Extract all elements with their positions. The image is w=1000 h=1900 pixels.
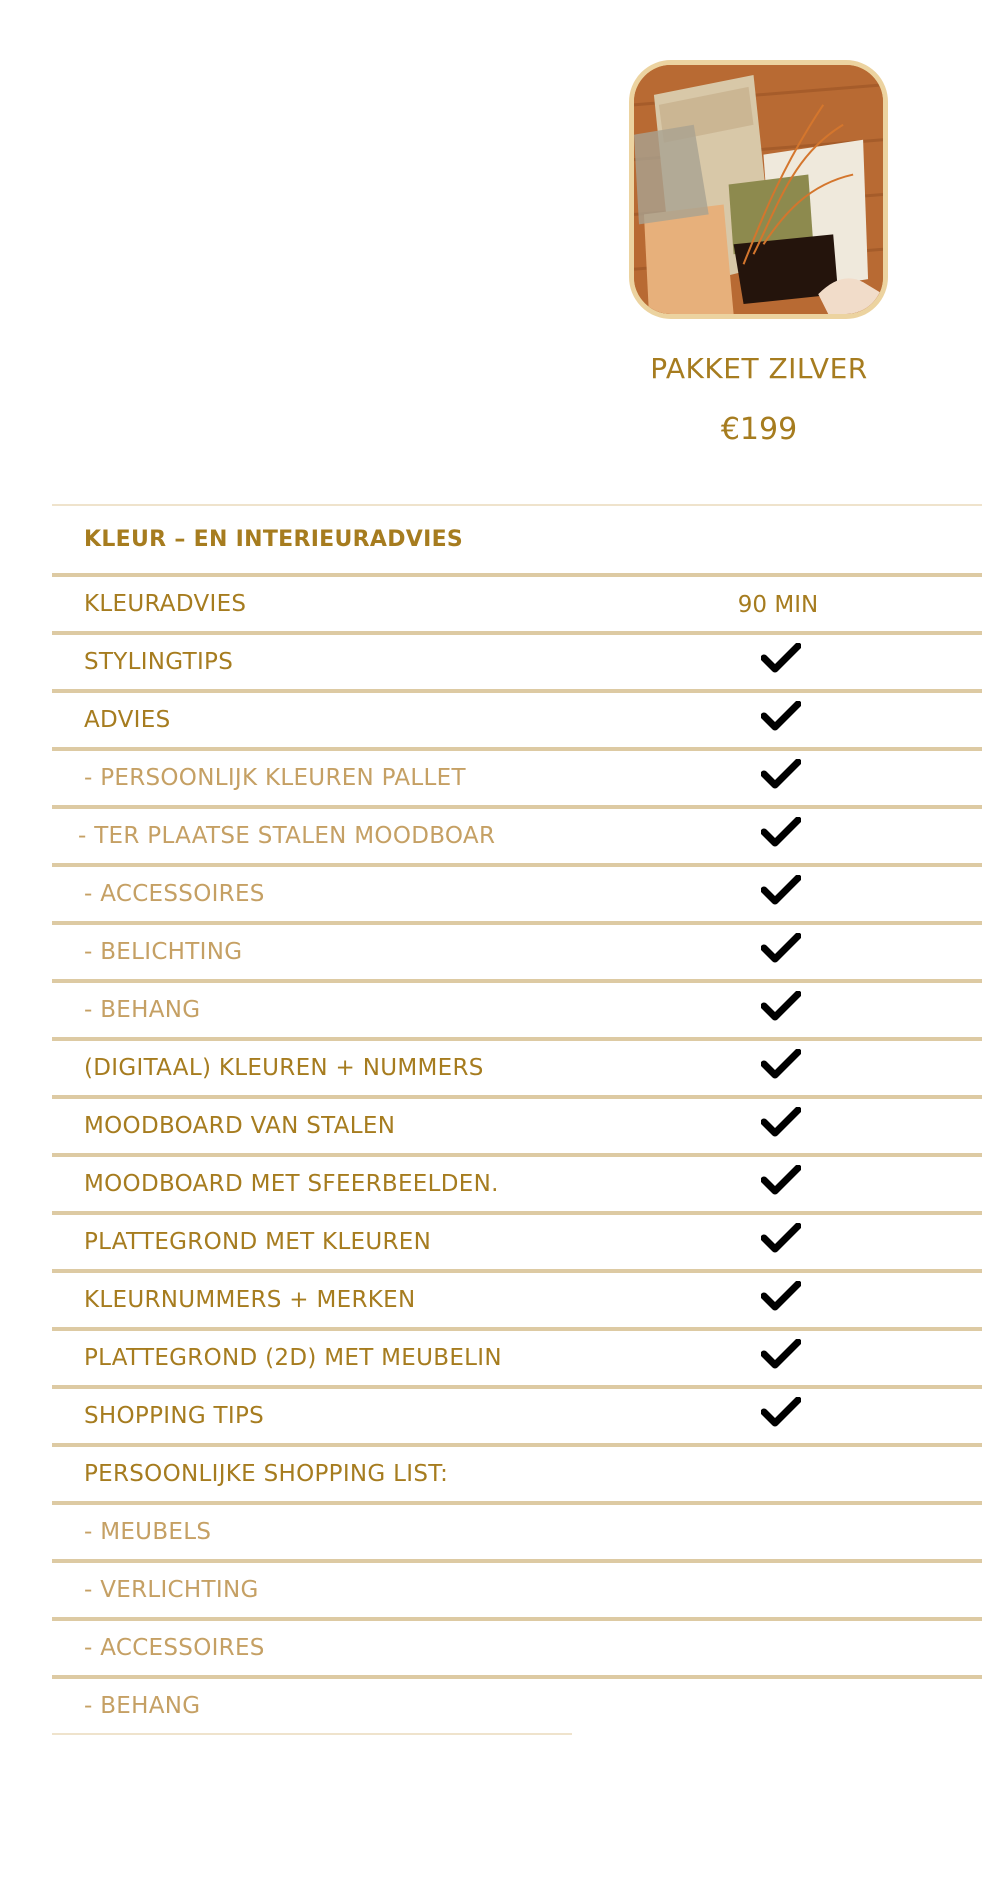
check-icon	[761, 817, 801, 847]
feature-row	[52, 1331, 982, 1389]
check-icon	[761, 1165, 801, 1195]
feature-label: PERSOONLIJKE SHOPPING LIST:	[84, 1461, 449, 1487]
feature-row	[52, 1563, 982, 1621]
feature-label: SHOPPING TIPS	[84, 1403, 265, 1429]
feature-row	[52, 1621, 982, 1679]
feature-row	[52, 1273, 982, 1331]
feature-row	[52, 983, 982, 1041]
feature-label: MOODBOARD VAN STALEN	[84, 1113, 396, 1139]
feature-row	[52, 1215, 982, 1273]
check-icon	[761, 701, 801, 731]
feature-row	[52, 809, 982, 867]
feature-row	[52, 1505, 982, 1563]
feature-row	[52, 1157, 982, 1215]
feature-label: - ACCESSOIRES	[84, 881, 265, 907]
check-icon	[761, 1223, 801, 1253]
feature-label: - PERSOONLIJK KLEUREN PALLET	[84, 765, 466, 791]
feature-label: - BELICHTING	[84, 939, 243, 965]
package-price: €199	[720, 412, 798, 447]
feature-value: 90 MIN	[737, 592, 819, 618]
row-divider	[52, 1733, 572, 1735]
check-icon	[761, 933, 801, 963]
feature-label: - ACCESSOIRES	[84, 1635, 265, 1661]
table-top-divider	[52, 504, 982, 506]
feature-label: STYLINGTIPS	[84, 649, 234, 675]
feature-label: MOODBOARD MET SFEERBEELDEN.	[84, 1171, 499, 1197]
check-icon	[761, 1107, 801, 1137]
feature-row	[52, 867, 982, 925]
feature-label: ADVIES	[84, 707, 171, 733]
feature-row	[52, 635, 982, 693]
check-icon	[761, 1281, 801, 1311]
feature-row	[52, 1679, 982, 1737]
feature-label: - BEHANG	[84, 1693, 201, 1719]
feature-label: KLEURNUMMERS + MERKEN	[84, 1287, 416, 1313]
feature-label: - TER PLAATSE STALEN MOODBOAR	[78, 823, 496, 849]
feature-label: PLATTEGROND (2D) MET MEUBELIN	[84, 1345, 502, 1371]
feature-label: PLATTEGROND MET KLEUREN	[84, 1229, 432, 1255]
feature-label: - MEUBELS	[84, 1519, 212, 1545]
package-name: PAKKET ZILVER	[650, 352, 868, 385]
feature-row	[52, 925, 982, 983]
feature-label: (DIGITAAL) KLEUREN + NUMMERS	[84, 1055, 484, 1081]
feature-section-title: KLEUR – EN INTERIEURADVIES	[84, 527, 464, 552]
feature-row	[52, 1447, 982, 1505]
check-icon	[761, 1397, 801, 1427]
feature-row	[52, 577, 982, 635]
feature-label: - BEHANG	[84, 997, 201, 1023]
check-icon	[761, 991, 801, 1021]
check-icon	[761, 643, 801, 673]
feature-label: KLEURADVIES	[84, 591, 247, 617]
feature-row	[52, 1099, 982, 1157]
color-samples-moodboard-photo	[634, 65, 883, 314]
feature-row	[52, 1389, 982, 1447]
check-icon	[761, 1049, 801, 1079]
check-icon	[761, 1339, 801, 1369]
feature-row	[52, 1041, 982, 1099]
feature-row	[52, 693, 982, 751]
check-icon	[761, 759, 801, 789]
check-icon	[761, 875, 801, 905]
feature-row	[52, 751, 982, 809]
feature-label: - VERLICHTING	[84, 1577, 259, 1603]
package-image	[629, 60, 888, 319]
feature-row	[52, 507, 982, 577]
